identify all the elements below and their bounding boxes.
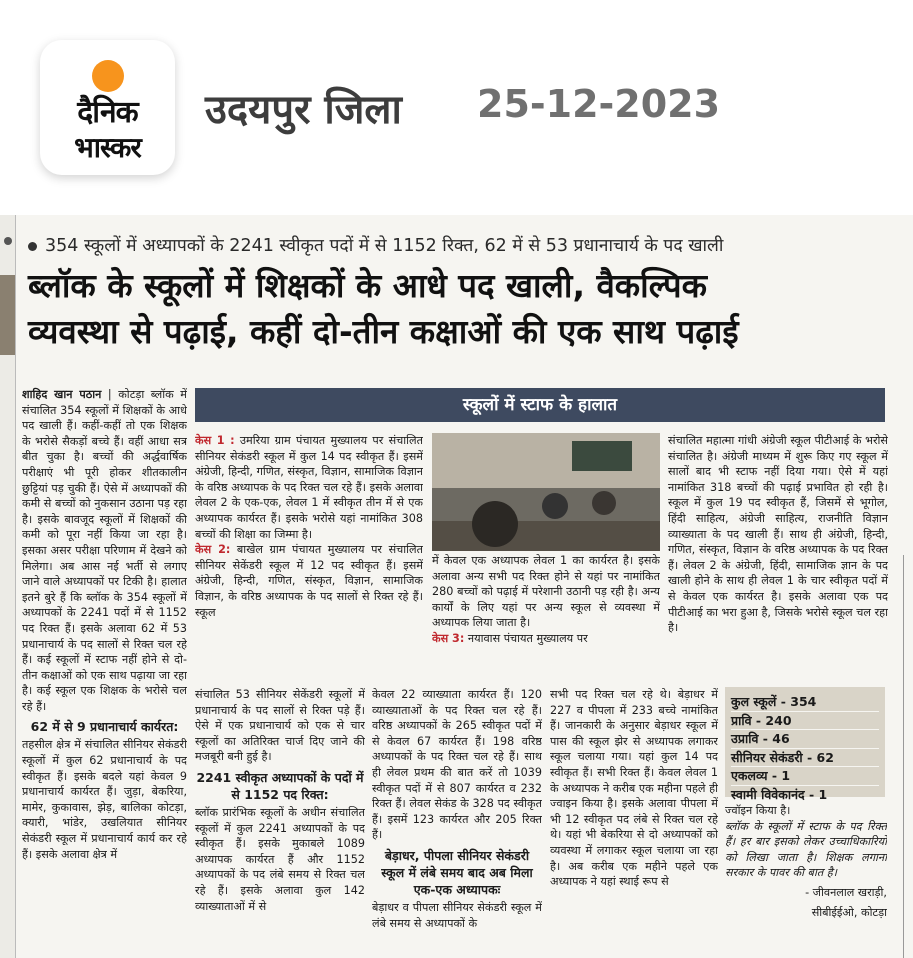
byline: शाहिद खान पठान xyxy=(22,388,102,401)
quote-signature-name: - जीवनलाल खराड़ी, xyxy=(805,885,887,899)
newspaper-clipping xyxy=(0,215,913,958)
headline-line1: ब्लॉक के स्कूलों में शिक्षकों के आधे पद खाली, वैकल्पिक xyxy=(28,266,707,305)
adjacent-column-strip-right xyxy=(903,555,913,958)
article-column-1 xyxy=(22,387,187,957)
section-subheading: 62 में से 9 प्रधानाचार्य कार्यरत: xyxy=(30,719,179,735)
article-column-8 xyxy=(725,803,887,957)
stat-eklavya: एकलव्य - 1 xyxy=(731,767,879,786)
staff-status-box-title: स्कूलों में स्टाफ के हालात xyxy=(195,388,885,422)
case-label: केस 1 : xyxy=(195,434,235,447)
article-column-4 xyxy=(668,433,888,683)
article-column-7 xyxy=(550,687,718,957)
article-column-3 xyxy=(432,553,660,681)
body-text: ब्लॉक प्रारंभिक स्कूलों के अधीन संचालित स्कूलों में कुल 2241 अध्यापकों के पद स्वीकृत हैं। इसके मुकाबले 1089 अध्यापक कार्यरत हैं और 1152 अध्यापकों के पद लंबे समय से रिक्त चल रहे हैं। इसके अलावा कुल 142 व्याख्याताओं में से xyxy=(195,805,365,913)
body-text: नयावास पंचायत मुख्यालय पर xyxy=(464,631,588,645)
body-text: संचालित 53 सीनियर सेकेंडरी स्कूलों में प्रधानाचार्य के पद सालों से रिक्त पड़े हैं। ऐसे में एक प्रधानाचार्य को एक से चार स्कूलों का अतिरिक्त चार्ज दिए जाने की मजबूरी बनी हुई है। xyxy=(195,688,365,764)
body-text: बाखेल ग्राम पंचायत मुख्यालय पर संचालित सीनियर सेकेंडरी स्कूल में 12 पद स्वीकृत हैं। इसमें अंग्रेजी, हिन्दी, गणित, संस्कृत, विज्ञान, सामाजिक विज्ञान, के वरिष्ठ अध्यापक के पद सालों से रिक्त रहे हैं। स्कूल xyxy=(195,543,423,619)
article-column-2 xyxy=(195,433,423,679)
case-label: केस 3: xyxy=(432,631,465,645)
article-column-5 xyxy=(195,687,365,957)
bullet-icon xyxy=(28,242,37,251)
dainik-bhaskar-logo xyxy=(40,40,175,175)
body-text: में केवल एक अध्यापक लेवल 1 का कार्यरत है। इसके अलावा अन्य सभी पद रिक्त होने से यहां पर नामांकित 280 बच्चों को पढ़ाई में परेशानी उठानी पड़ रही है। अन्य कार्यों के लिए यहां पर अन्य स्कूल से व्यवस्था में अध्यापक लिया जाता है। xyxy=(432,554,660,630)
section-subheading: 2241 स्वीकृत अध्यापकों के पदों में से 1152 पद रिक्त: xyxy=(196,769,364,802)
headline-line2: व्यवस्था से पढ़ाई, कहीं दो-तीन कक्षाओं की एक साथ पढ़ाई xyxy=(28,312,739,351)
adjacent-photo xyxy=(0,275,15,355)
body-text: तहसील क्षेत्र में संचालित सीनियर सेकंडरी स्कूलों में कुल 62 प्रधानाचार्य के पद स्वीकृत हैं। इसके बदले यहां केवल 9 प्रधानाचार्य कार्यरत हैं। जुड़ा, बेकरिया, मामेर, कुकावास, झेड़, बालिका कोटड़ा, क्यारी, भांडेर, उखलियात सीनियर सेकंडरी स्कूल में प्रधानाचार्य कार्य कर रहे हैं। इसके अलावा क्षेत्र में xyxy=(22,738,187,861)
stat-upper-primary: उप्रावि - 46 xyxy=(731,730,879,749)
bullet-icon xyxy=(4,237,12,245)
masthead xyxy=(0,0,913,215)
body-text: ज्वॉइन किया है। xyxy=(725,804,791,817)
quote-signature-title: सीबीईईओ, कोटड़ा xyxy=(811,905,887,919)
body-text: | कोटड़ा ब्लॉक में संचालित 354 स्कूलों में शिक्षकों के आधे पद खाली हैं। कहीं-कहीं तो एक शिक्षक के भरोसे सैकड़ों बच्चे हैं। वहीं आधा सत्र बीत चुका है। बच्चों की अर्द्धवार्षिक परीक्षाएं भी पूरी होकर शीतकालीन छुट्टियां पड़ चुकी हैं। ऐसे में अध्यापकों की कमी से बच्चों को नुकसान उठाना पड़ रहा है। इसके बावजूद स्कूलों में शिक्षकों की कमी को पूरा नहीं किया जा रहा है। इसका असर परीक्षा परिणाम में देखने को मिलेगा। अब आस नई भर्ती से लगाए जाने वाले अध्यापकों पर टिकी है। हालात इतने बुरे हैं कि ब्लॉक के 354 स्कूलों में अध्यापकों के 2241 पदों में से 1152 पद रिक्त हैं। इसके अलावा 62 में 53 प्रधानाचार्य के पद सालों से रिक्त चल रहे हैं। कई स्कूलों में स्टाफ नहीं होने से दो- तीन कक्षाओं को एक साथ पढ़ाया जा रहा है। कई स्कूल एक शिक्षक के भरोसे चल रहे हैं। xyxy=(22,388,187,713)
stat-primary: प्रावि - 240 xyxy=(731,712,879,731)
stat-total-schools: कुल स्कूलें - 354 xyxy=(731,693,879,712)
article-subhead: 354 स्कूलों में अध्यापकों के 2241 स्वीकृत पदों में से 1152 रिक्त, 62 में से 53 प्रधानाचार्य के पद खाली xyxy=(28,233,898,257)
case-label: केस 2: xyxy=(195,543,231,557)
body-text: संचालित महात्मा गांधी अंग्रेजी स्कूल पीटीआई के भरोसे संचालित है। अंग्रेजी माध्यम में शुरू किए गए स्कूल में सालों बाद भी स्टाफ नहीं दिया गया। ऐसे में यहां नामांकित 318 बच्चों की पढ़ाई प्रभावित हो रही है। स्कूल में कुल 19 पद स्वीकृत हैं, जिसमें से भूगोल, हिंदी साहित्य, अंग्रेजी साहित्य, राजनीति विज्ञान व्याख्याता के पद खाली हैं। साथ ही अंग्रेजी, हिन्दी, गणित, संस्कृत, विज्ञान के वरिष्ठ अध्यापक के पद रिक्त हैं। लेवल 2 के अंग्रेजी, हिंदी, सामाजिक ज्ञान के पद खाली होने के साथ ही लेवल 1 के चार स्वीकृत पदों में से केवल एक कार्यरत है। इसके अलावा एक पद पीटीआई का भरा हुआ है, जिसके भरोसे स्कूल चल रहा है। xyxy=(668,434,888,635)
stat-senior-secondary: सीनियर सेकंडरी - 62 xyxy=(731,749,879,768)
section-subheading: बेड़ाधर, पीपला सीनियर सेकंडरी स्कूल में लंबे समय बाद अब मिला एक-एक अध्यापकः xyxy=(381,847,533,897)
official-quote: ब्लॉक के स्कूलों में स्टाफ के पद रिक्त हैं। हर बार इसको लेकर उच्चाधिकारियों को लिखा जाता है। शिक्षक लगाना सरकार के पावर की बात है। xyxy=(725,819,887,880)
article-column-6 xyxy=(372,687,542,957)
logo-text-line1: दैनिक xyxy=(77,95,138,130)
edition-date: 25-12-2023 xyxy=(477,82,721,126)
body-text: केवल 22 व्याख्याता कार्यरत हैं। 120 व्याख्याताओं के पद रिक्त चल रहे हैं। वरिष्ठ अध्यापकों के 265 स्वीकृत पदों में से केवल 67 कार्यरत हैं। 198 वरिष्ठ अध्यापकों के पद रिक्त चल रहे हैं। साथ ही लेवल प्रथम की बात करें तो 1039 स्वीकृत पदों में से 807 कार्यरत व 232 रिक्त हैं। लेवल सेकंड के 328 पद स्वीकृत हैं। इसमें 123 कार्यरत और 205 रिक्त हैं। xyxy=(372,688,542,842)
district-title: उदयपुर जिला xyxy=(205,87,402,133)
article-headline xyxy=(28,263,898,355)
body-text: उमरिया ग्राम पंचायत मुख्यालय पर संचालित सीनियर सेकंडरी स्कूल में कुल 14 पद स्वीकृत हैं। इसमें अंग्रेजी, हिन्दी, गणित, संस्कृत, विज्ञान, सामाजिक विज्ञान के वरिष्ठ अध्यापक के पद रिक्त चल रहे हैं। इसके अलावा लेवल 2 के एक-एक, लेवल 1 में स्वीकृत तीन में से एक अध्यापक कार्यरत हैं। इसके भरोसे यहां नामांकित 308 बच्चों की शिक्षा का जिम्मा है। xyxy=(195,434,423,541)
sun-icon xyxy=(92,60,124,92)
classroom-photo xyxy=(432,433,660,551)
school-stats-box xyxy=(725,687,885,802)
logo-text-line2: भास्कर xyxy=(74,131,141,164)
body-text: सभी पद रिक्त चल रहे थे। बेड़ाधर में 227 व पीपला में 233 बच्चे नामांकित हैं। जानकारी के अनुसार बेड़ाधर स्कूल में पास की स्कूल झेर से अध्यापक लगाकर स्कूल चलाया गया। यहां कुल 14 पद स्वीकृत हैं। सभी रिक्त हैं। केवल लेवल 1 के अध्यापक ने करीब एक महीना पहले ही ज्वाइन किया है। इसके अलावा पीपला में भी 12 स्वीकृत पद लंबे से रिक्त चल रहे थे। यहां भी बेकरिया से दो अध्यापकों को व्यवस्था में लगाकर स्कूल चलाया जा रहा है। अब करीब एक महीने पहले एक अध्यापक ने यहां स्थाई रूप से xyxy=(550,688,718,889)
adjacent-column-strip xyxy=(0,215,16,958)
stat-swami-vivekanand: स्वामी विवेकानंद - 1 xyxy=(731,786,879,805)
body-text: बेड़ाधर व पीपला सीनियर सेकंडरी स्कूल में लंबे समय से अध्यापकों के xyxy=(372,900,542,930)
